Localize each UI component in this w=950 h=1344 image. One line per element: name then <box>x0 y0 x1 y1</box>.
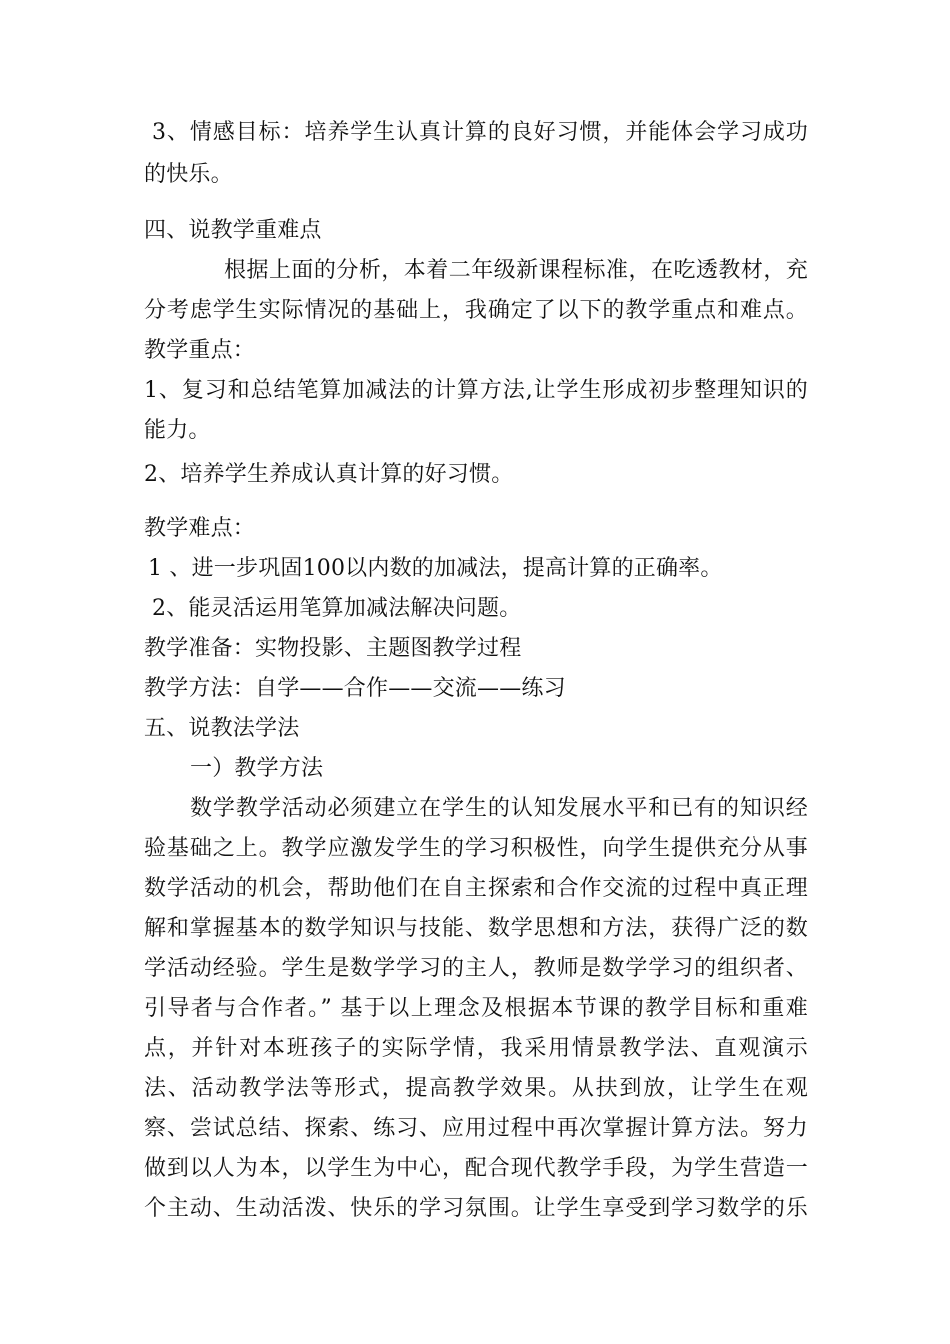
text-line: 1、复习和总结笔算加减法的计算方法,让学生形成初步整理知识的 <box>144 378 808 403</box>
text-line: 引导者与合作者。” 基于以上理念及根据本节课的教学目标和重难 <box>144 996 808 1021</box>
text-line: 数学活动的机会，帮助他们在自主探索和合作交流的过程中真正理 <box>144 876 808 901</box>
text-line: 1 、进一步巩固100以内数的加减法，提高计算的正确率。 <box>148 556 723 581</box>
section-heading: 五、说教法学法 <box>144 716 300 741</box>
text-line: 能力。 <box>144 418 211 443</box>
text-line: 做到以人为本，以学生为中心，配合现代教学手段，为学生营造一 <box>144 1156 808 1181</box>
text-line: 解和掌握基本的数学知识与技能、数学思想和方法，获得广泛的数 <box>144 916 808 941</box>
section-heading: 四、说教学重难点 <box>144 218 322 243</box>
text-line: 个主动、生动活泼、快乐的学习氛围。让学生享受到学习数学的乐 <box>144 1196 808 1221</box>
text-line: 分考虑学生实际情况的基础上，我确定了以下的教学重点和难点。 <box>144 298 808 323</box>
text-line: 2、培养学生养成认真计算的好习惯。 <box>144 462 514 487</box>
text-line: 教学准备：实物投影、主题图教学过程 <box>144 636 522 661</box>
subheading: 教学难点： <box>144 516 256 541</box>
text-line: 教学方法：自学——合作——交流——练习 <box>144 676 566 701</box>
text-line: 的快乐。 <box>144 162 233 187</box>
text-line: 2、能灵活运用笔算加减法解决问题。 <box>152 596 522 621</box>
text-line: 点，并针对本班孩子的实际学情，我采用情景教学法、直观演示 <box>144 1036 808 1061</box>
text-line: 根据上面的分析，本着二年级新课程标准，在吃透教材，充 <box>224 258 808 283</box>
subheading: 教学重点： <box>144 338 256 363</box>
text-line: 验基础之上。教学应激发学生的学习积极性，向学生提供充分从事 <box>144 836 808 861</box>
text-line: 察、尝试总结、探索、练习、应用过程中再次掌握计算方法。努力 <box>144 1116 808 1141</box>
text-line: 法、活动教学法等形式，提高教学效果。从扶到放，让学生在观 <box>144 1076 808 1101</box>
text-line: 数学教学活动必须建立在学生的认知发展水平和已有的知识经 <box>190 796 808 821</box>
text-line: 3、情感目标：培养学生认真计算的良好习惯，并能体会学习成功 <box>152 120 808 145</box>
text-line: 学活动经验。学生是数学学习的主人，教师是数学学习的组织者、 <box>144 956 808 981</box>
subheading: 一）教学方法 <box>190 756 324 781</box>
